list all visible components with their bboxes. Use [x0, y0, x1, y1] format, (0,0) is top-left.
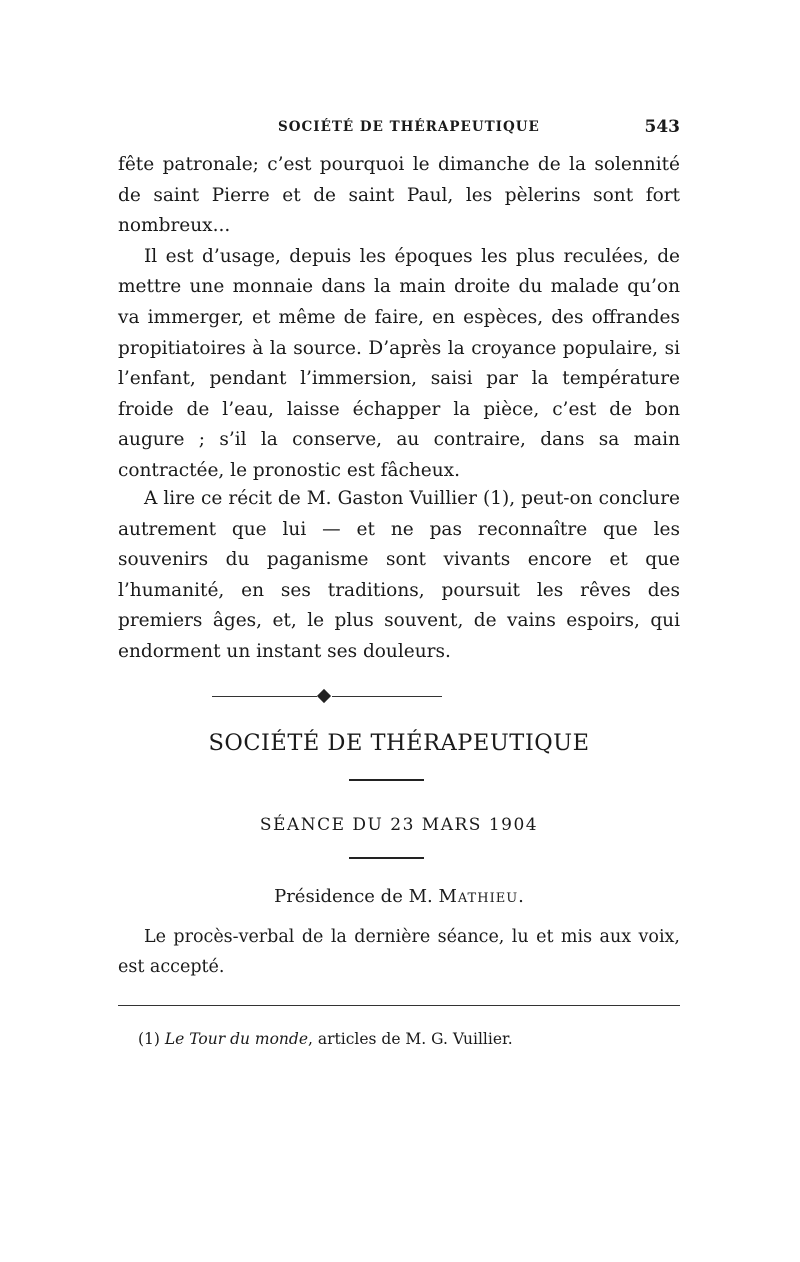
presidence-suffix: . [518, 886, 524, 907]
running-head [118, 117, 680, 139]
section-ornament-divider [212, 690, 442, 704]
footnote-marker: (1) [138, 1030, 165, 1048]
page-number: 543 [644, 117, 680, 137]
paragraph-conclusion: A lire ce récit de M. Gaston Vuillier (1), peut-on conclure autrement que lui — et ne pas reconnaître que les souvenirs du paganisme sont vivants encore et que l’humanité, en ses traditions, poursuit les rêves des premiers âges, et, le plus souvent, de vains espoirs, qui endorment un instant ses douleurs. [118, 488, 680, 662]
ornament-line-left [212, 696, 317, 697]
seance-rule [349, 857, 424, 859]
footnote-separator [118, 1005, 680, 1006]
body-text-conclusion [118, 484, 680, 668]
paragraph-usage: Il est d’usage, depuis les époques les plus reculées, de mettre une monnaie dans la main droite du malade qu’on va immerger, et même de faire, en espèces, des offrandes propitiatoires à la source. D’après la croyance populaire, si l’enfant, pendant l’immersion, saisi par la température froide de l’eau, laisse échapper la pièce, c’est de bon augure ; s’il la conserve, au contraire, dans sa main contractée, le pronostic est fâcheux. [118, 245, 680, 481]
footnote-title: Le Tour du monde [164, 1030, 309, 1048]
title-rule [349, 779, 424, 781]
ornament-line-right [332, 696, 442, 697]
body-text-block [118, 150, 680, 487]
minutes-block [118, 922, 680, 982]
presidence-prefix: Présidence de M. [274, 886, 439, 907]
presidence-name: Mathieu [438, 886, 519, 907]
presidence-line [118, 886, 680, 907]
minutes-paragraph: Le procès-verbal de la dernière séance, lu et mis aux voix, est accepté. [118, 927, 680, 977]
section-title: SOCIÉTÉ DE THÉRAPEUTIQUE [208, 730, 590, 756]
running-title: SOCIÉTÉ DE THÉRAPEUTIQUE [278, 119, 540, 135]
footnote [138, 1030, 658, 1048]
footnote-rest: , articles de M. G. Vuillier. [308, 1030, 513, 1048]
diamond-ornament-icon [317, 689, 331, 703]
seance-date: SÉANCE DU 23 MARS 1904 [259, 815, 539, 835]
paragraph-continuation: fête patronale; c’est pourquoi le dimanche de la solennité de saint Pierre et de saint Paul, les pèlerins sont fort nombreux... [118, 154, 680, 237]
